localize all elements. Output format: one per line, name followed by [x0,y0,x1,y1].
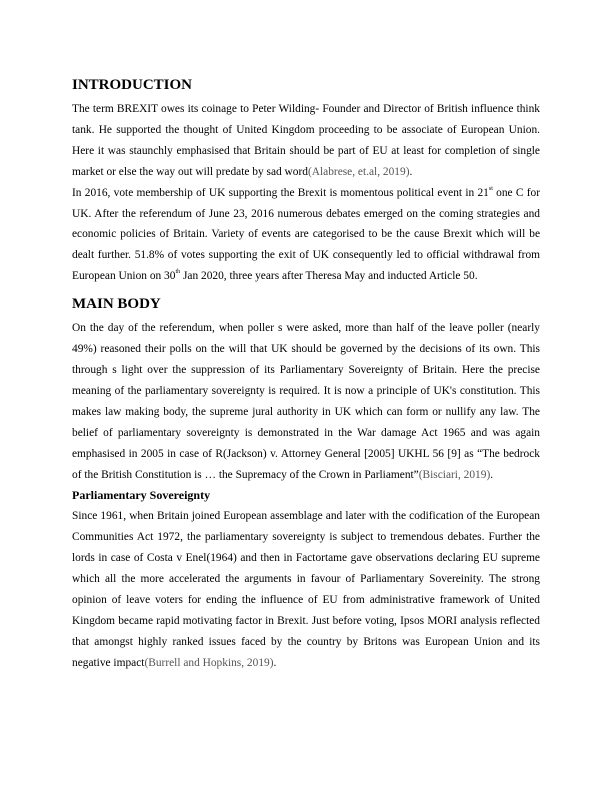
superscript-st: st [488,185,493,192]
parliamentary-sovereignty-subheading: Parliamentary Sovereignty [72,488,211,503]
intro-p2-text-c: Jan 2020, three years after Theresa May and inducted Article 50. [180,270,478,283]
superscript-th: th [175,269,181,276]
main-body-paragraph-2 [72,506,540,673]
document-body [72,74,540,674]
main-p1-end: . [490,468,494,481]
intro-p1-end: . [409,165,413,178]
main-p2-end: . [273,656,277,669]
citation-burrell-hopkins: (Burrell and Hopkins, 2019) [144,656,274,669]
main-body-heading: MAIN BODY [72,296,161,313]
citation-bisciari: (Bisciari, 2019) [418,468,491,481]
intro-p2-text-a: In 2016, vote membership of UK supporting the Brexit is momentous political event in 21 [72,186,489,199]
intro-p1-text: The term BREXIT owes its coinage to Peter Wilding- Founder and Director of British influence think tank. He supported the thought of United Kingdom proceeding to be associate of European Union. Here it was staunchly emphasised that Britain should be part of EU at least for completion of single market or else the way out will predate by sad word [72,103,540,178]
intro-p2-text-b: one C for UK. After the referendum of June 23, 2016 numerous debates emerged on the coming strategies and economic policies of Britain. Variety of events are categorised to be the cause Brexit which will be dealt further. 51.8% of votes supporting the exit of UK consequently led to official withdrawal from European Union on 30 [72,186,541,283]
main-body-paragraph-1 [72,318,540,485]
introduction-heading: INTRODUCTION [72,77,193,93]
introduction-paragraph-1 [72,99,540,183]
introduction-paragraph-2 [72,183,540,288]
citation-alabrese: (Alabrese, et.al, 2019) [307,165,410,178]
main-p2-text: Since 1961, when Britain joined European assemblage and later with the codification of the European Communities Act 1972, the parliamentary sovereignty is subject to tremendous debates. Further the lords in case of Costa v Enel(1964) and then in Factortame gave observations declaring EU supreme which all the more accelerated the arguments in favour of Parliamentary Sovereinity. The strong opinion of leave voters for ending the influence of EU from administrative framework of United Kingdom became rapid motivating factor in Brexit. Just before voting, Ipsos MORI analysis reflected that amongst highly ranked issues faced by the country by Britons was European Union and its negative impact [72,510,540,669]
main-p1-text: On the day of the referendum, when poller s were asked, more than half of the leave poller (nearly 49%) reasoned their polls on the will that UK should be governed by the decisions of its own. This through s light over the suppression of its Parliamentary Sovereignty of Britain. Here the precise meaning of the parliamentary sovereignty is required. It is now a principle of UK's constitution. This makes law making body, the supreme jural authority in UK which can form or nullify any law. The belief of parliamentary sovereignty is demonstrated in the War damage Act 1965 and was again emphasised in 2005 in case of R(Jackson) v. Attorney General [2005] UKHL 56 [9] as “The bedrock of the British Constitution is … the Supremacy of the Crown in Parliament” [72,322,540,481]
